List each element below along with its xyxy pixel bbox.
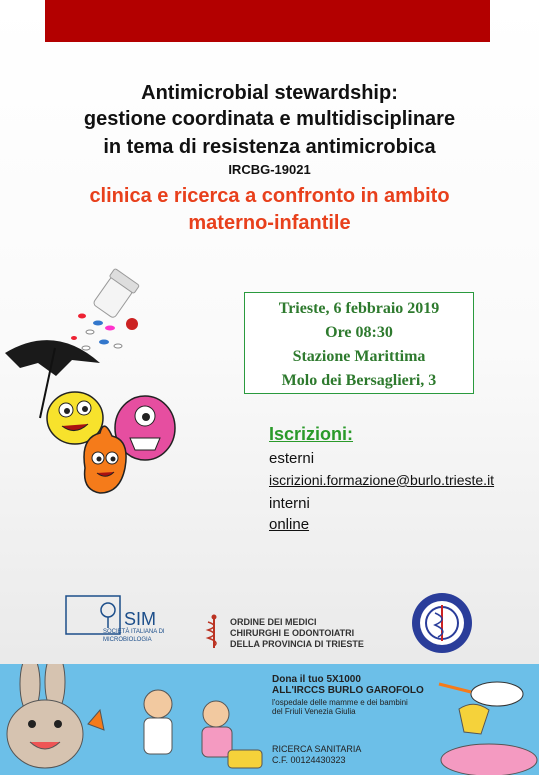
online-link[interactable]: online — [269, 516, 310, 533]
omceo-line-2: CHIRURGHI E ODONTOIATRI — [230, 628, 355, 638]
stork-cartoon-icon — [419, 664, 539, 775]
banner-description: l'ospedale delle mamme e dei bambini del Friuli Venezia Giulia — [272, 698, 408, 716]
banner-donate: Dona il tuo 5X1000 — [272, 674, 361, 685]
event-details-box — [244, 292, 474, 394]
omceo-name — [230, 617, 400, 650]
title-line-1: Antimicrobial stewardship: — [141, 82, 398, 104]
registration-title: Iscrizioni: — [269, 424, 354, 444]
event-venue: Stazione Marittima — [292, 348, 426, 365]
title-line-3: in tema di resistenza antimicrobica — [103, 136, 436, 158]
pill-bottle-icon — [91, 268, 140, 320]
internal-label: interni — [269, 495, 310, 512]
banner-institute: ALL'IRCCS BURLO GAROFOLO — [272, 685, 424, 696]
subtitle-line-1: clinica e ricerca a confronto in ambito — [89, 185, 450, 207]
pills-icon — [71, 314, 138, 351]
sim-name: SIM — [124, 609, 157, 629]
event-date: Trieste, 6 febbraio 2019 — [278, 300, 440, 317]
top-red-bar — [45, 0, 490, 42]
institution-seal-icon — [410, 591, 474, 655]
banner-research: RICERCA SANITARIA — [272, 744, 362, 754]
donation-banner — [0, 664, 539, 775]
omceo-line-1: ORDINE DEI MEDICI — [230, 617, 317, 627]
sim-full-name: SOCIETÀ ITALIANA DI MICROBIOLOGIA — [103, 629, 165, 643]
event-address: Molo dei Bersaglieri, 3 — [281, 372, 437, 389]
title-line-2: gestione coordinata e multidisciplinare — [83, 108, 456, 130]
event-time: Ore 08:30 — [325, 324, 393, 341]
children-cartoon-icon — [128, 664, 268, 775]
registration-email-link[interactable]: iscrizioni.formazione@burlo.trieste.it — [269, 472, 495, 488]
omceo-line-3: DELLA PROVINCIA DI TRIESTE — [230, 639, 364, 649]
bunny-cartoon-icon — [0, 664, 120, 775]
subtitle-line-2: materno-infantile — [188, 212, 351, 234]
course-code: IRCBG-19021 — [228, 162, 311, 177]
germs-umbrella-illustration — [0, 268, 240, 518]
external-label: esterni — [269, 450, 315, 467]
caduceus-icon — [202, 614, 226, 650]
banner-tax-code: C.F. 00124430323 — [272, 755, 346, 765]
